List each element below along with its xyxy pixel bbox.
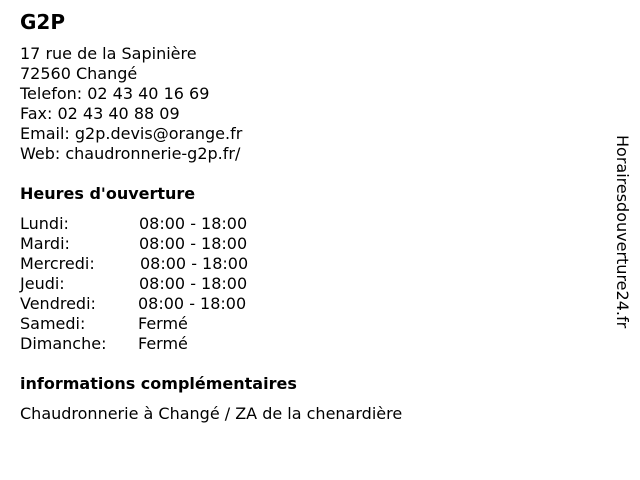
phone-number[interactable]: Telefon: 02 43 40 16 69 (20, 84, 210, 103)
contact-block (20, 44, 242, 164)
day-hours: 08:00 - 18:00 (139, 214, 248, 233)
web-line (20, 144, 242, 164)
day-hours: Fermé (138, 314, 188, 333)
web-link[interactable]: chaudronnerie-g2p.fr/ (65, 144, 241, 163)
day-label: Lundi: (20, 214, 69, 233)
hours-row-thursday (20, 274, 320, 294)
email-label: Email: (20, 124, 75, 143)
web-label: Web: (20, 144, 66, 163)
day-label: Samedi: (20, 314, 86, 333)
email-line (20, 124, 242, 144)
fax-number: Fax: 02 43 40 88 09 (20, 104, 180, 123)
additional-info-heading: informations complémentaires (20, 374, 297, 393)
hours-row-saturday (20, 314, 320, 334)
day-hours: 08:00 - 18:00 (139, 234, 248, 253)
hours-row-monday (20, 214, 320, 234)
day-hours: Fermé (138, 334, 188, 353)
site-watermark-label: Horairesdouverture24.fr (613, 135, 632, 329)
day-hours: 08:00 - 18:00 (139, 274, 248, 293)
hours-row-tuesday (20, 234, 320, 254)
opening-hours-list (20, 214, 320, 354)
hours-row-friday (20, 294, 320, 314)
day-label: Vendredi: (20, 294, 96, 313)
day-label: Mercredi: (20, 254, 95, 273)
hours-row-wednesday (20, 254, 320, 274)
day-hours: 08:00 - 18:00 (138, 294, 247, 313)
day-label: Jeudi: (20, 274, 65, 293)
additional-info-text: Chaudronnerie à Changé / ZA de la chenardière (20, 404, 403, 423)
business-name: G2P (20, 10, 65, 34)
address-city: 72560 Changé (20, 64, 138, 83)
address-street: 17 rue de la Sapinière (20, 44, 197, 63)
email-link[interactable]: g2p.devis@orange.fr (74, 124, 243, 143)
hours-row-sunday (20, 334, 320, 354)
opening-hours-heading: Heures d'ouverture (20, 184, 196, 203)
day-hours: 08:00 - 18:00 (140, 254, 249, 273)
day-label: Dimanche: (20, 334, 107, 353)
day-label: Mardi: (20, 234, 70, 253)
